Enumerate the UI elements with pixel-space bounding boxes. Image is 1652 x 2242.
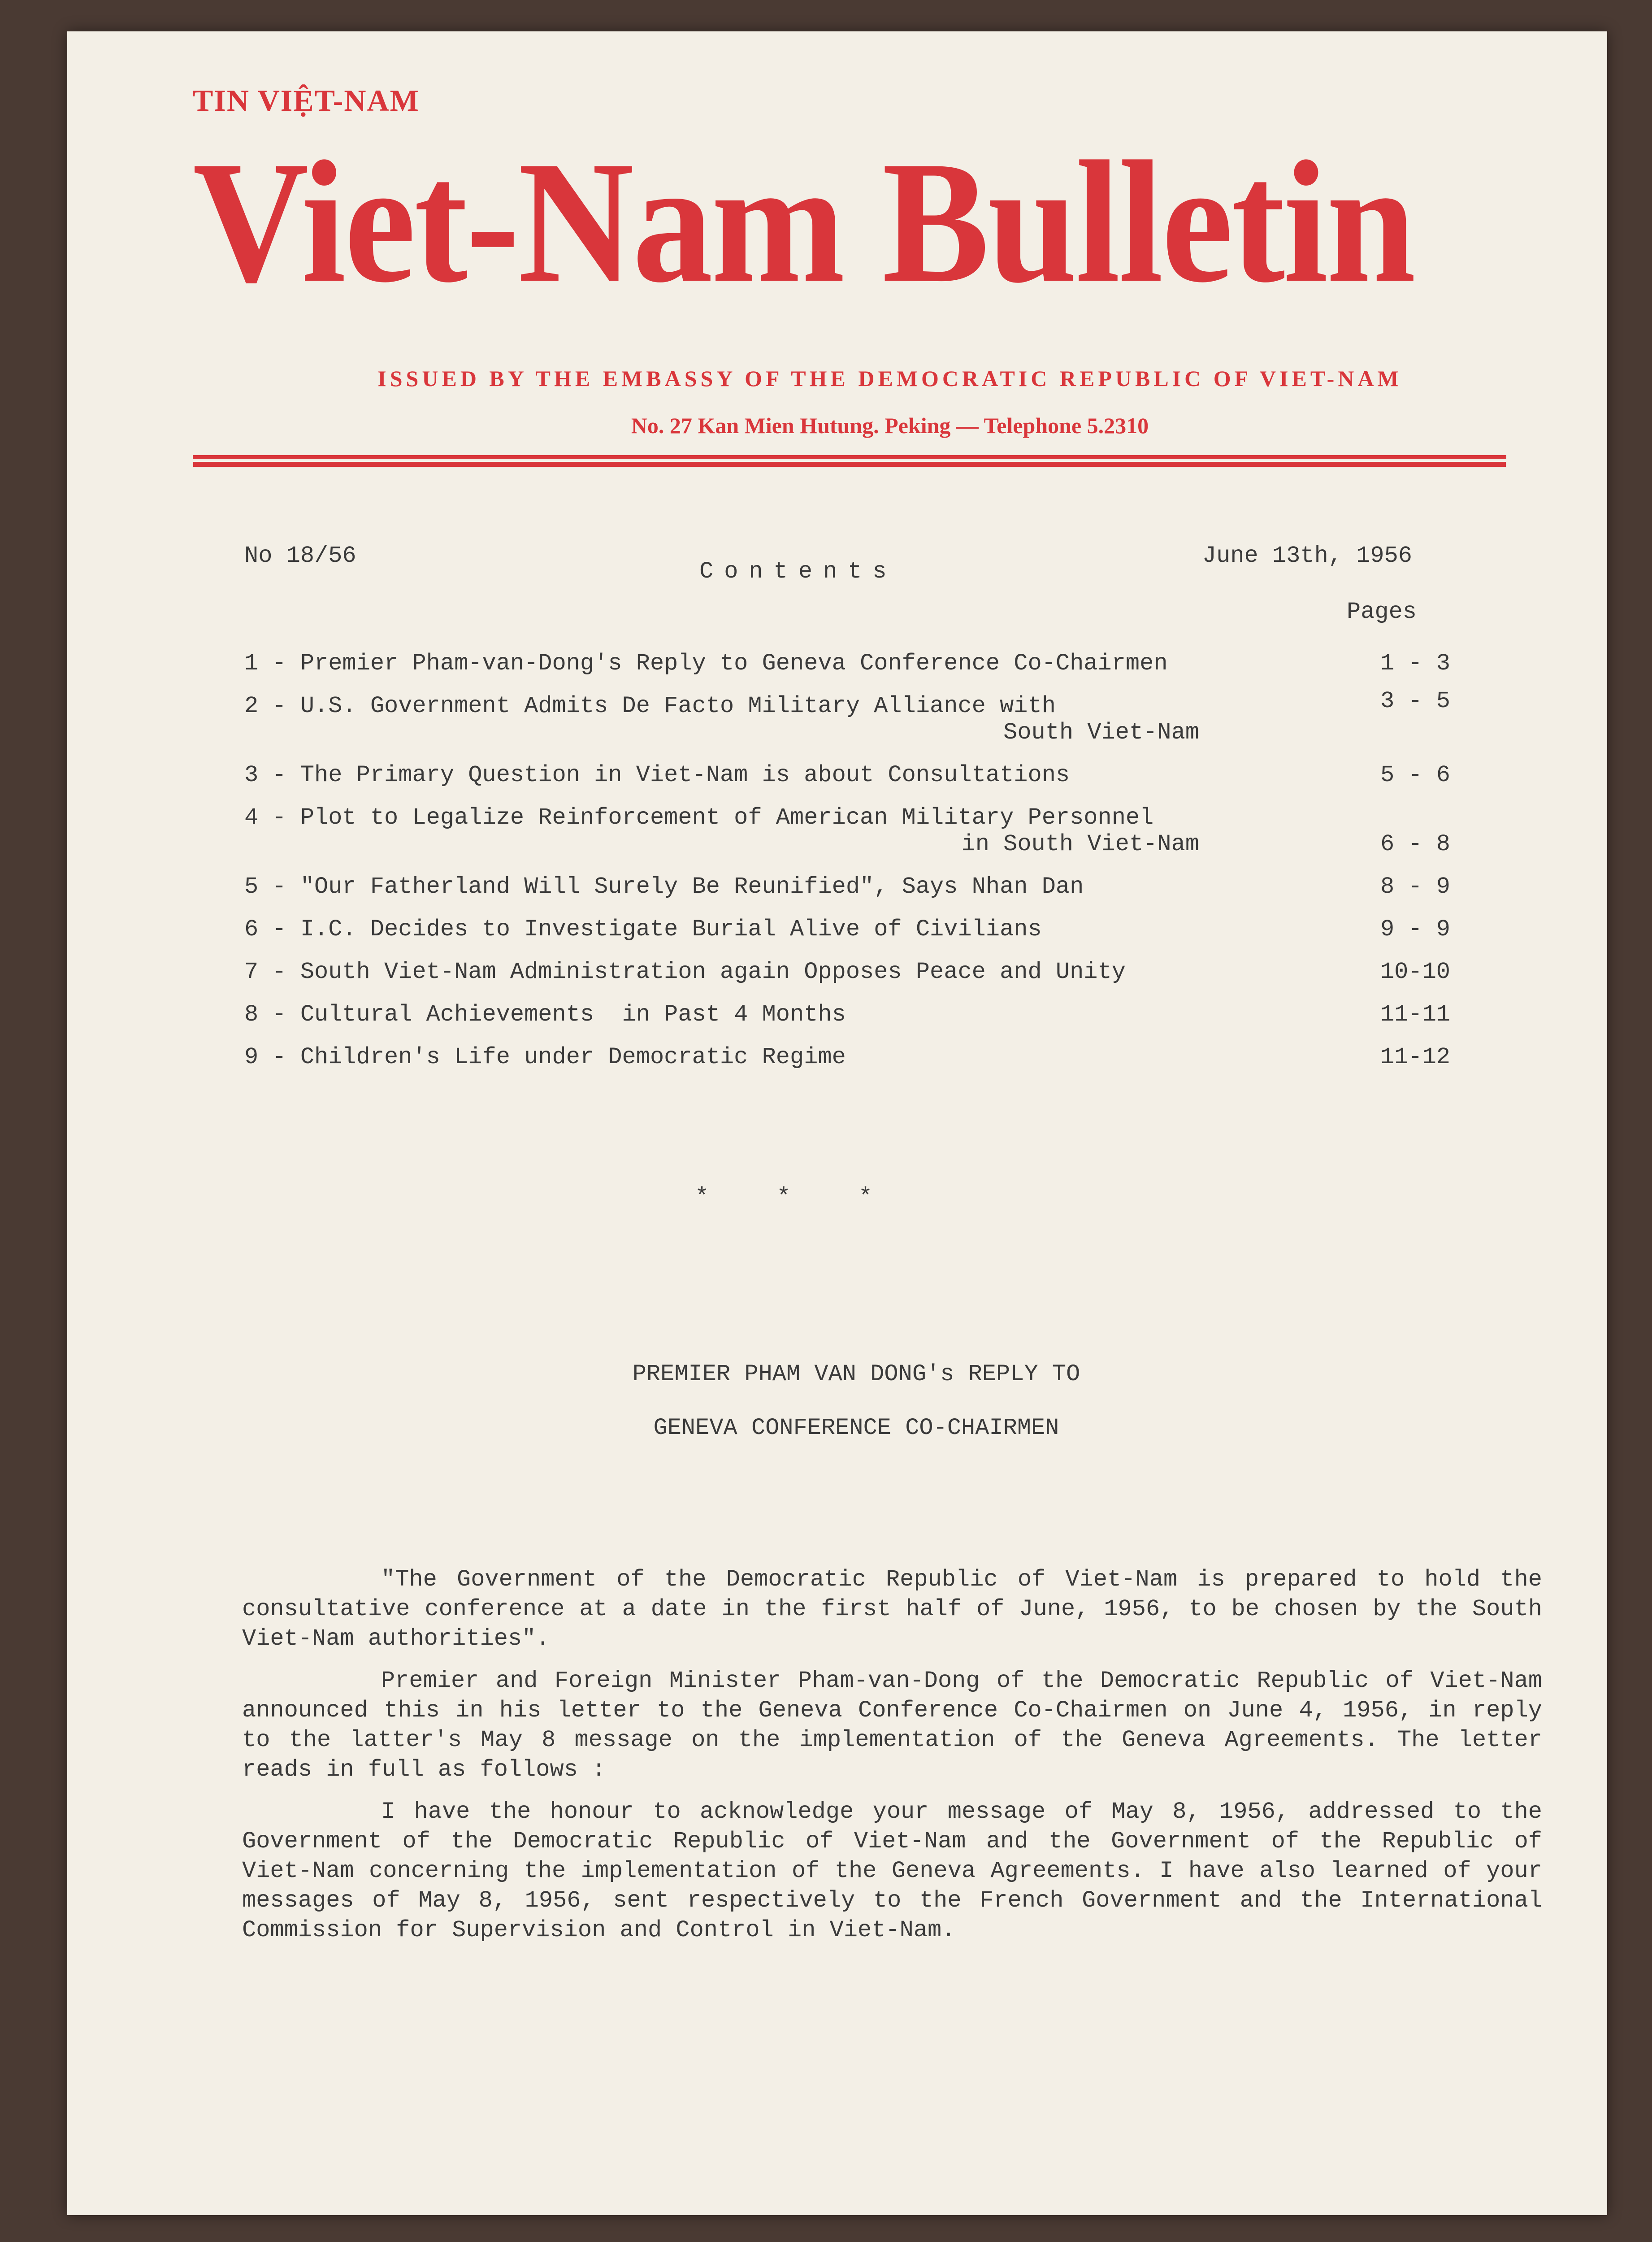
toc-item-text: 1 - Premier Pham-van-Dong's Reply to Geneva Conference Co-Chairmen: [244, 650, 1168, 677]
toc-item-pages: 9 - 9: [1380, 916, 1450, 943]
address-line: No. 27 Kan Mien Hutung. Peking — Telephone 5.2310: [631, 413, 1149, 438]
article-heading-line-2: GENEVA CONFERENCE CO-CHAIRMEN: [653, 1415, 1059, 1441]
toc-item: [244, 916, 1450, 943]
toc-item-continuation: South Viet-Nam: [1003, 719, 1199, 746]
toc-item-text: 6 - I.C. Decides to Investigate Burial Alive of Civilians: [244, 916, 1042, 943]
toc-item-text: 7 - South Viet-Nam Administration again Opposes Peace and Unity: [244, 959, 1126, 985]
toc-item-text: 9 - Children's Life under Democratic Regime: [244, 1044, 846, 1070]
toc-item: [244, 873, 1450, 900]
tin-viet-nam-label: TIN VIỆT-NAM: [193, 83, 420, 117]
article-paragraph: I have the honour to acknowledge your message of May 8, 1956, addressed to the Government of the Democratic Republic of Viet-Nam and the Government of the Republic of Viet-Nam concerning the implementation of the Geneva Agreements. I have also learned of your messages of May 8, 1956, sent respectively to the French Government and the International Commission for Supervision and Control in Viet-Nam.: [242, 1799, 1542, 1943]
toc-item: [244, 762, 1450, 788]
masthead-title: Viet-Nam Bulletin: [193, 125, 1414, 319]
toc-item-pages: 10-10: [1380, 959, 1450, 985]
issued-by-line: ISSUED BY THE EMBASSY OF THE DEMOCRATIC REPUBLIC OF VIET-NAM: [377, 366, 1402, 391]
section-separator: * * *: [695, 1184, 900, 1210]
contents-heading: Contents: [699, 558, 898, 585]
toc-item: [244, 959, 1450, 985]
document-page: [67, 31, 1607, 2215]
issue-number: No 18/56: [244, 543, 356, 569]
article-paragraph: "The Government of the Democratic Republic of Viet-Nam is prepared to hold the consultative conference at a date in the first half of June, 1956, to be chosen by the South Viet-Nam authorities".: [242, 1566, 1542, 1652]
article-paragraph: Premier and Foreign Minister Pham-van-Dong of the Democratic Republic of Viet-Nam announced this in his letter to the Geneva Conference Co-Chairmen on June 4, 1956, in reply to the latter's May 8 message on the implementation of the Geneva Agreements. The letter reads in full as follows :: [242, 1668, 1542, 1783]
toc-item-pages: 8 - 9: [1380, 873, 1450, 900]
masthead-rule: [193, 455, 1506, 461]
table-of-contents: [244, 650, 1450, 1086]
toc-item-pages: 3 - 5: [1380, 688, 1450, 714]
pages-heading: Pages: [1346, 599, 1417, 625]
toc-item-text: 2 - U.S. Government Admits De Facto Military Alliance with: [244, 693, 1056, 719]
toc-item-pages: 11-12: [1380, 1044, 1450, 1070]
toc-item-text: 8 - Cultural Achievements in Past 4 Months: [244, 1001, 846, 1028]
toc-item-pages: 1 - 3: [1380, 650, 1450, 677]
toc-item: [244, 1001, 1450, 1028]
toc-item-text: 5 - "Our Fatherland Will Surely Be Reunified", Says Nhan Dan: [244, 873, 1084, 900]
toc-item-pages: 6 - 8: [1380, 831, 1450, 857]
toc-item-pages: 5 - 6: [1380, 762, 1450, 788]
article-heading-line-1: PREMIER PHAM VAN DONG's REPLY TO: [632, 1361, 1080, 1387]
toc-item: [244, 650, 1450, 677]
issue-date: June 13th, 1956: [1202, 543, 1412, 569]
toc-item: [244, 1044, 1450, 1070]
toc-item: [244, 804, 1450, 857]
toc-item-pages: 11-11: [1380, 1001, 1450, 1028]
article-body: [242, 1565, 1542, 1958]
toc-item-continuation: in South Viet-Nam: [961, 831, 1199, 857]
toc-item: [244, 688, 1450, 746]
toc-item-text: 4 - Plot to Legalize Reinforcement of American Military Personnel: [244, 804, 1154, 831]
toc-item-text: 3 - The Primary Question in Viet-Nam is about Consultations: [244, 762, 1070, 788]
